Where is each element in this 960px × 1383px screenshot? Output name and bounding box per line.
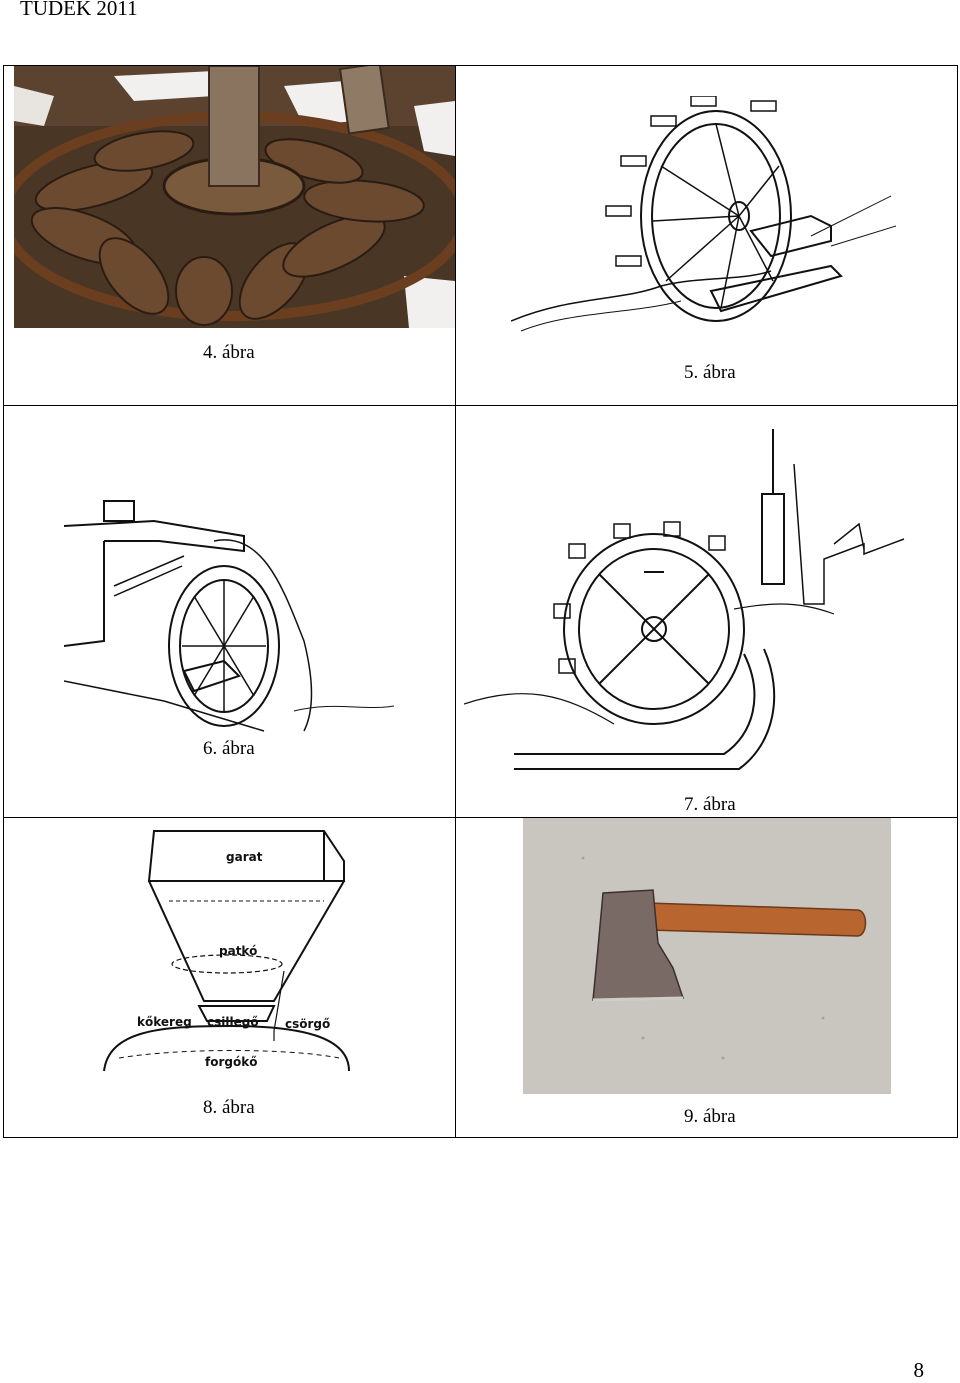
figure-4-photo [14, 66, 455, 328]
label-forgoko: forgókő [205, 1055, 258, 1069]
label-csillego: csillegő [207, 1015, 259, 1029]
page-header: TUDEK 2011 [20, 0, 138, 20]
figure-5-caption: 5. ábra [684, 362, 736, 383]
label-garat: garat [226, 850, 263, 864]
label-kokereg: kőkereg [137, 1015, 192, 1029]
figure-8-caption: 8. ábra [203, 1097, 255, 1118]
figure-7-drawing [464, 424, 909, 774]
figure-7-caption: 7. ábra [684, 794, 736, 815]
figure-9-photo [523, 818, 891, 1094]
table-divider-row1 [4, 405, 957, 406]
figure-6-caption: 6. ábra [203, 738, 255, 759]
figure-6-drawing [64, 471, 394, 736]
figure-5-drawing [511, 96, 896, 336]
label-csorgo: csörgő [285, 1017, 331, 1031]
table-divider-vertical [455, 66, 456, 1137]
page-number: 8 [913, 1358, 924, 1382]
figure-4-caption: 4. ábra [203, 342, 255, 363]
label-patko: patkó [219, 944, 258, 958]
figure-table [3, 65, 958, 1138]
figure-8-diagram [99, 826, 359, 1081]
figure-9-caption: 9. ábra [684, 1106, 736, 1127]
